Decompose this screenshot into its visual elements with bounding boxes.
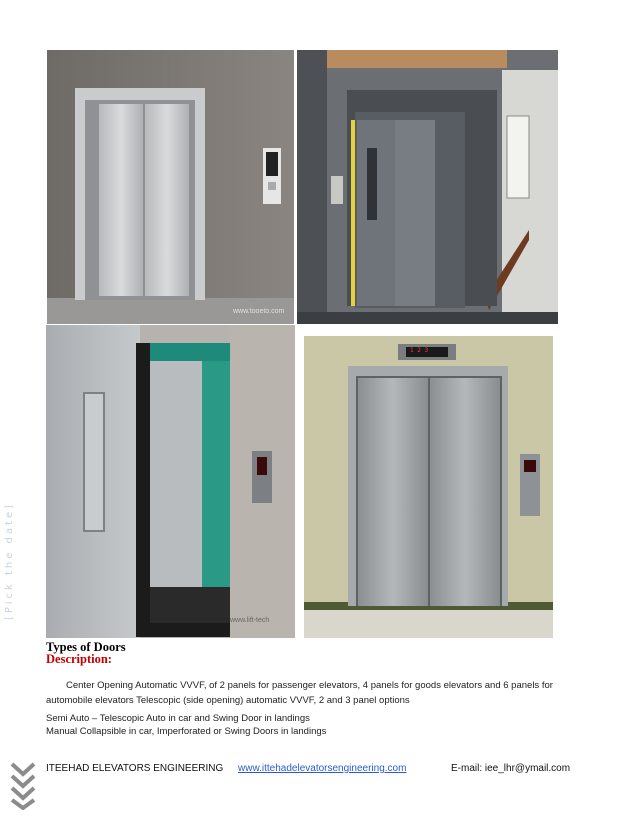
section-subtitle: Description: — [46, 652, 112, 666]
photo-1-watermark: www.tooeto.com — [233, 308, 285, 315]
description-paragraph: Center Opening Automatic VVVF, of 2 panels for passenger elevators, 4 panels for goods elevators and 6 panels for automobile elevators Telescopic (side opening) automatic VVVF, 2 and 3 panel options — [46, 680, 553, 706]
photo-center-opening-door — [47, 50, 294, 324]
date-placeholder: [Pick the date] — [4, 502, 15, 620]
photo-telescopic-door — [297, 50, 558, 324]
footer-email: E-mail: iee_lhr@ymail.com — [451, 763, 571, 774]
photo-open-car-interior — [46, 325, 295, 638]
description-line: Manual Collapsible in car, Imperforated or Swing Doors in landings — [46, 726, 327, 737]
chevron-decoration-icon — [10, 760, 36, 810]
footer-company-name: ITEEHAD ELEVATORS ENGINEERING — [46, 763, 224, 774]
section-title: Types of Doors — [46, 640, 126, 654]
description-line: Semi Auto – Telescopic Auto in car and Swing Door in landings — [46, 713, 310, 724]
footer-website-link[interactable]: www.ittehadelevatorsengineering.com — [238, 763, 407, 774]
photo-3-watermark: www.lift-tech — [230, 617, 270, 624]
photo-stainless-door — [304, 336, 553, 638]
floor-indicator-display: 1 2 3 — [410, 347, 429, 354]
